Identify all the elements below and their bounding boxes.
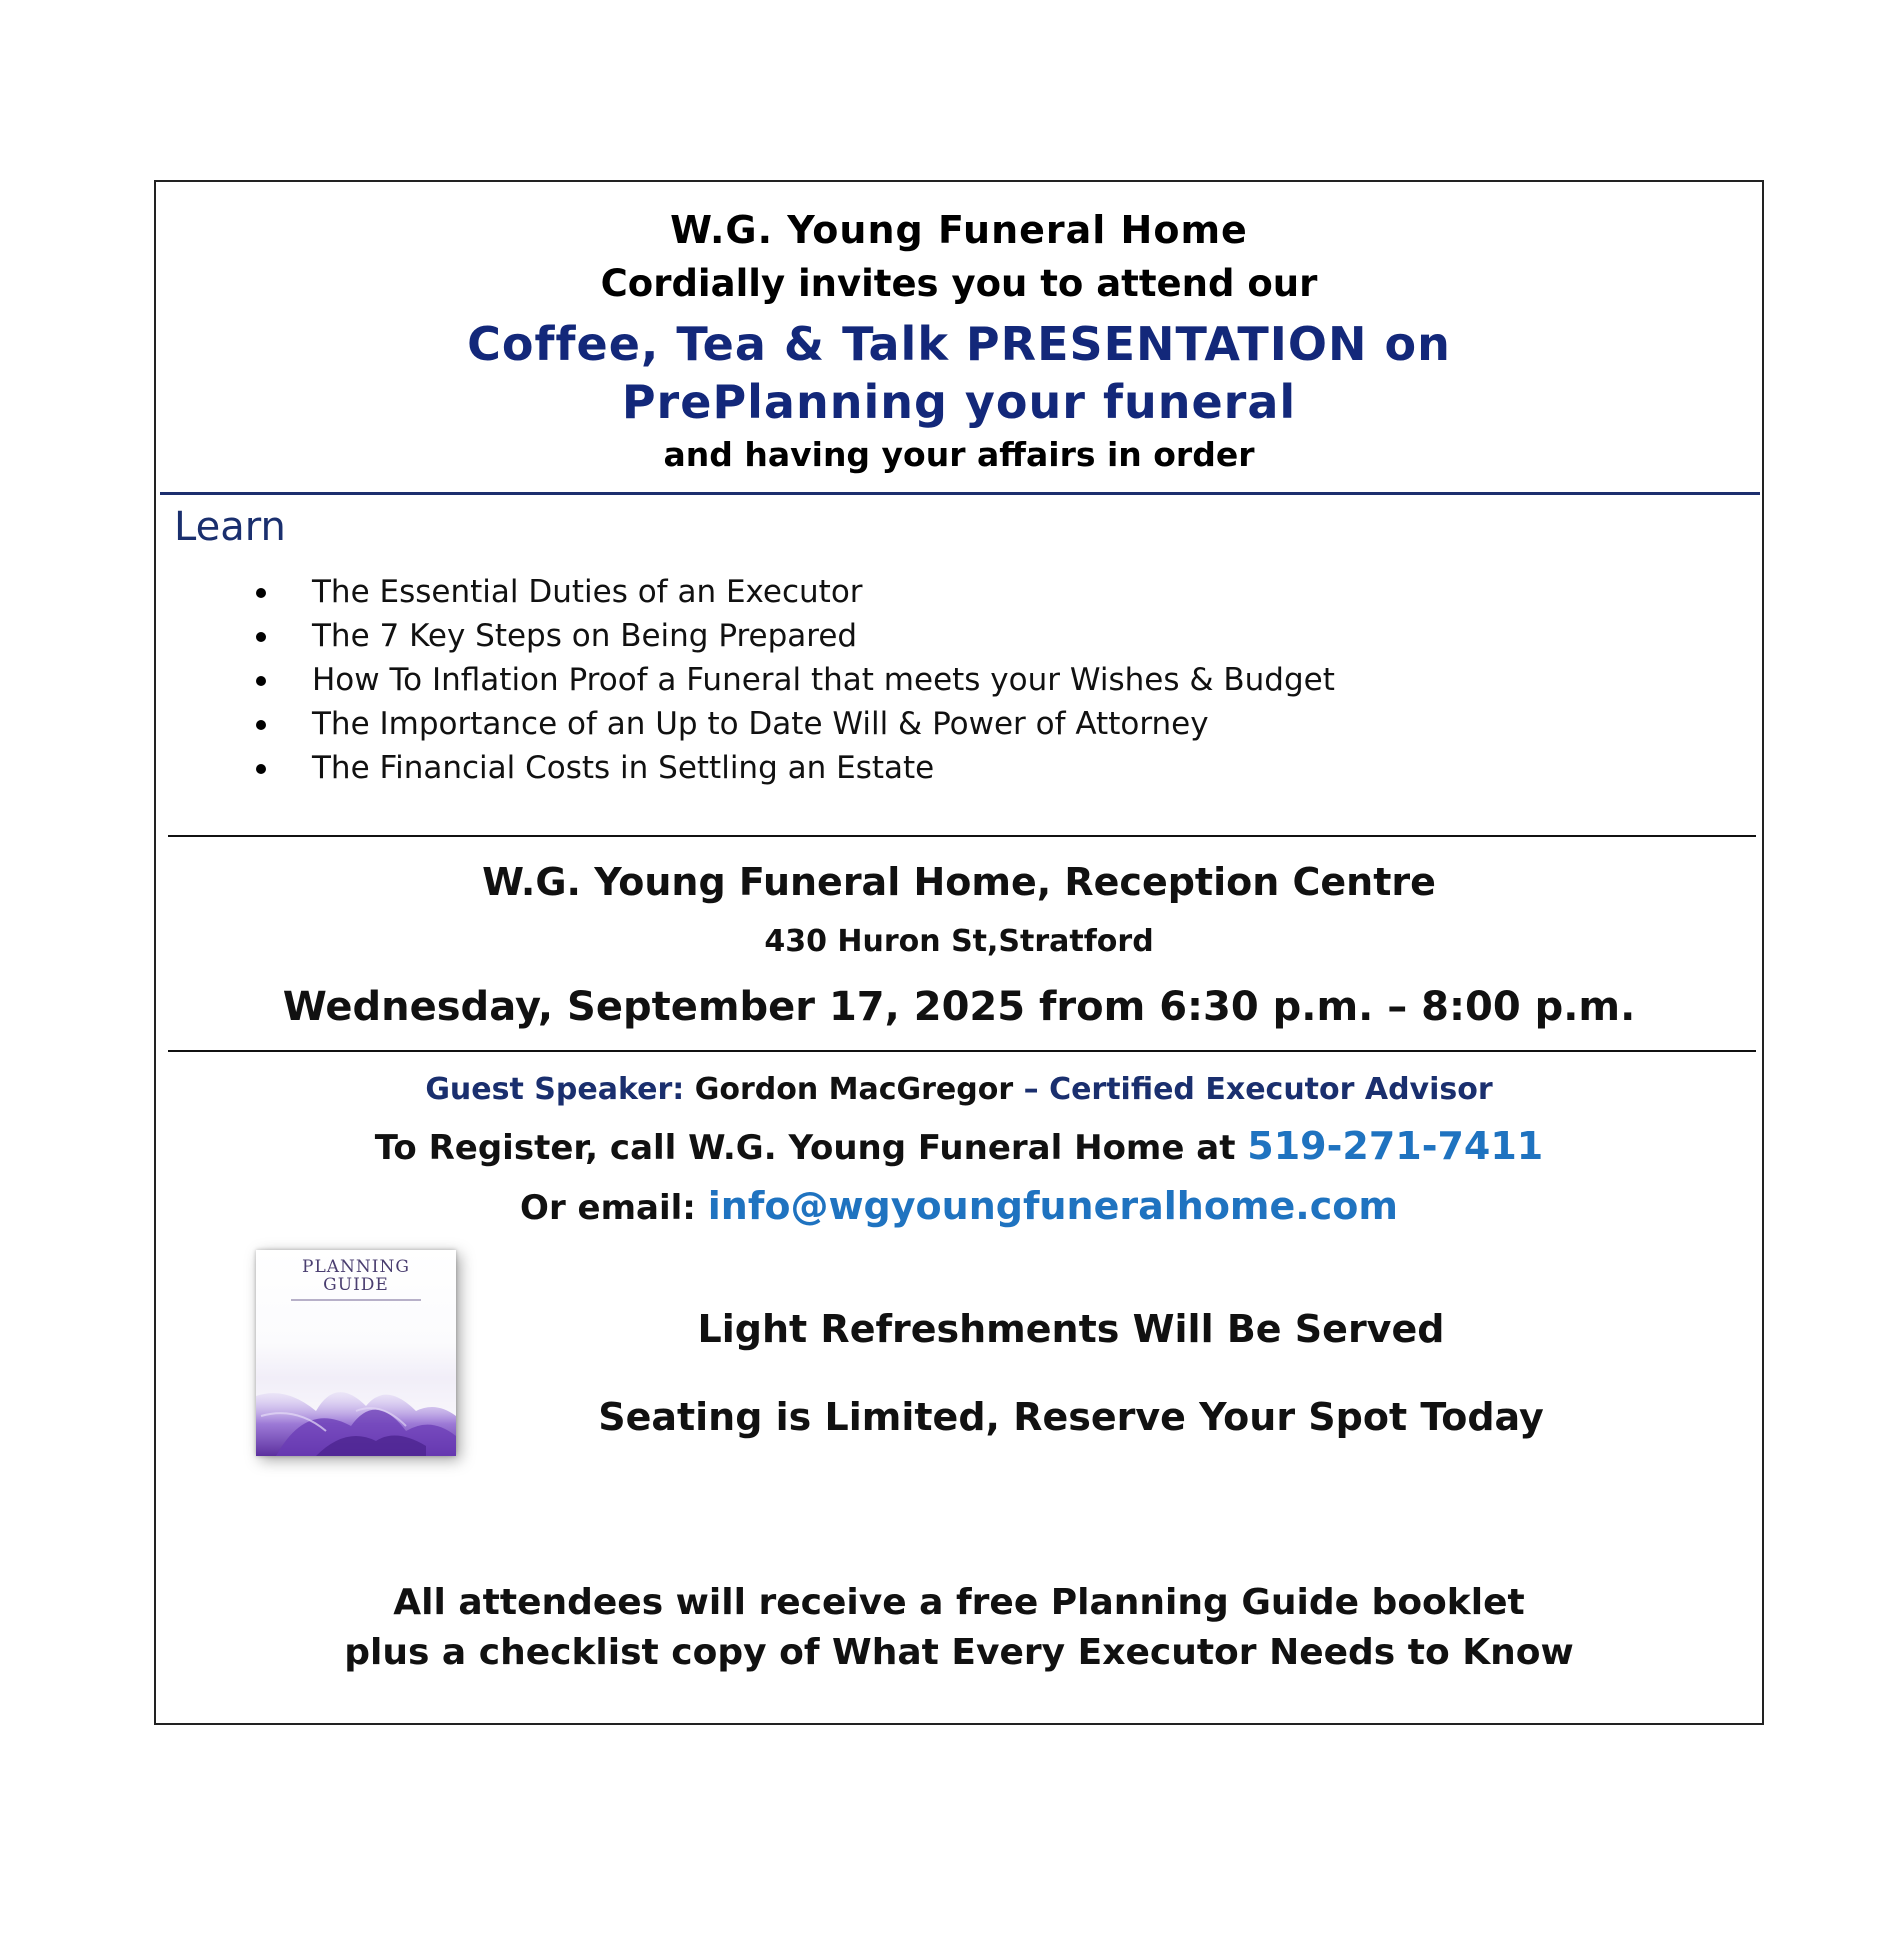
section-divider: [168, 835, 1756, 837]
email-line: [156, 1184, 1762, 1228]
refreshments-note: Light Refreshments Will Be Served: [697, 1307, 1445, 1351]
guest-speaker-label: Guest Speaker:: [425, 1072, 685, 1107]
booklet-title: PLANNING GUIDE: [302, 1257, 410, 1295]
presentation-title-line1: Coffee, Tea & Talk PRESENTATION on: [467, 317, 1451, 371]
learn-item: The Financial Costs in Settling an Estate: [256, 746, 1335, 790]
funeral-home-name: W.G. Young Funeral Home: [670, 208, 1248, 252]
learn-heading: Learn: [174, 504, 286, 550]
learn-item: The Essential Duties of an Executor: [256, 570, 1335, 614]
section-divider: [168, 1050, 1756, 1052]
event-datetime: Wednesday, September 17, 2025 from 6:30 p.m. – 8:00 p.m.: [282, 984, 1636, 1030]
header-divider: [160, 492, 1760, 495]
email-link[interactable]: info@wgyoungfuneralhome.com: [707, 1184, 1398, 1228]
event-flyer: [154, 180, 1764, 1725]
learn-item: The Importance of an Up to Date Will & Power of Attorney: [256, 702, 1335, 746]
attendees-note-line2: plus a checklist copy of What Every Executor Needs to Know: [344, 1632, 1574, 1673]
venue-name: W.G. Young Funeral Home, Reception Centre: [482, 860, 1436, 904]
learn-list: [256, 570, 1335, 790]
presentation-title-line2: PrePlanning your funeral: [621, 375, 1297, 429]
register-line: [156, 1124, 1762, 1168]
guest-speaker-name: Gordon MacGregor: [694, 1072, 1014, 1107]
invitation-line: Cordially invites you to attend our: [600, 262, 1318, 305]
learn-item: The 7 Key Steps on Being Prepared: [256, 614, 1335, 658]
learn-item: How To Inflation Proof a Funeral that meets your Wishes & Budget: [256, 658, 1335, 702]
phone-number-link[interactable]: 519-271-7411: [1247, 1124, 1544, 1168]
venue-address: 430 Huron St,Stratford: [764, 924, 1154, 959]
email-label: Or email:: [520, 1188, 696, 1228]
register-text: To Register, call W.G. Young Funeral Home at: [374, 1128, 1236, 1168]
presentation-subtitle: and having your affairs in order: [663, 435, 1255, 474]
guest-speaker-dash: –: [1023, 1072, 1039, 1107]
booklet-subtitle-rule: [291, 1299, 421, 1301]
guest-speaker-title: Certified Executor Advisor: [1049, 1072, 1493, 1107]
seating-note: Seating is Limited, Reserve Your Spot Today: [598, 1395, 1544, 1439]
guest-speaker-line: [156, 1072, 1762, 1107]
attendees-note-line1: All attendees will receive a free Planning Guide booklet: [393, 1582, 1525, 1623]
